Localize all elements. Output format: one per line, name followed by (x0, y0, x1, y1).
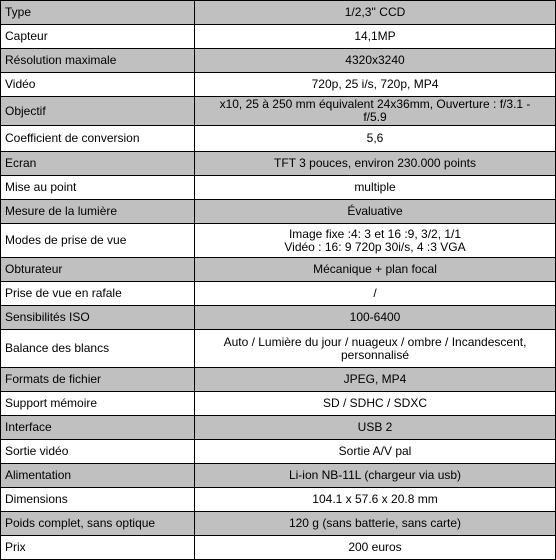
spec-label: Capteur (1, 25, 195, 49)
spec-value: 100-6400 (195, 306, 556, 330)
spec-label: Formats de fichier (1, 368, 195, 392)
spec-value (195, 330, 556, 368)
spec-label: Mise au point (1, 176, 195, 200)
spec-value: multiple (195, 176, 556, 200)
spec-value: Li-ion NB-11L (chargeur via usb) (195, 464, 556, 488)
spec-value: 4320x3240 (195, 49, 556, 73)
spec-value: 1/2,3'' CCD (195, 1, 556, 25)
spec-row-interface (1, 416, 556, 440)
spec-value (195, 224, 556, 258)
spec-label: Sortie vidéo (1, 440, 195, 464)
spec-value: 14,1MP (195, 25, 556, 49)
spec-label: Sensibilités ISO (1, 306, 195, 330)
spec-value: 104.1 x 57.6 x 20.8 mm (195, 488, 556, 512)
spec-label: Coefficient de conversion (1, 126, 195, 152)
spec-label: Poids complet, sans optique (1, 512, 195, 536)
spec-label: Support mémoire (1, 392, 195, 416)
spec-value-line: Auto / Lumière du jour / nuageux / ombre / Incandescent, (223, 334, 527, 349)
spec-label: Résolution maximale (1, 49, 195, 73)
spec-row-video (1, 73, 556, 97)
spec-row-balance-blancs (1, 330, 556, 368)
spec-value-line: x10, 25 à 250 mm équivalent 24x36mm, Ouverture : f/3.1 - (219, 97, 531, 111)
spec-label: Obturateur (1, 258, 195, 282)
spec-label: Prise de vue en rafale (1, 282, 195, 306)
spec-value: TFT 3 pouces, environ 230.000 points (195, 152, 556, 176)
spec-value: Sortie A/V pal (195, 440, 556, 464)
spec-value: / (195, 282, 556, 306)
spec-row-coefficient (1, 126, 556, 152)
spec-value: SD / SDHC / SDXC (195, 392, 556, 416)
spec-row-capteur (1, 25, 556, 49)
spec-value: Mécanique + plan focal (195, 258, 556, 282)
spec-row-ecran (1, 152, 556, 176)
spec-value: JPEG, MP4 (195, 368, 556, 392)
spec-value: 200 euros (195, 536, 556, 560)
spec-value: 720p, 25 i/s, 720p, MP4 (195, 73, 556, 97)
spec-value-line: personnalisé (340, 347, 410, 362)
spec-label: Dimensions (1, 488, 195, 512)
spec-row-resolution (1, 49, 556, 73)
spec-row-iso (1, 306, 556, 330)
spec-value (195, 97, 556, 126)
spec-label: Alimentation (1, 464, 195, 488)
spec-row-dimensions (1, 488, 556, 512)
spec-label: Ecran (1, 152, 195, 176)
spec-row-objectif (1, 97, 556, 126)
spec-row-sortie-video (1, 440, 556, 464)
spec-label: Type (1, 1, 195, 25)
spec-label: Prix (1, 536, 195, 560)
spec-value-line: f/5.9 (363, 110, 387, 124)
spec-label: Balance des blancs (1, 330, 195, 368)
spec-value: USB 2 (195, 416, 556, 440)
spec-label: Vidéo (1, 73, 195, 97)
spec-value-line: Image fixe :4: 3 et 16 :9, 3/2, 1/1 (288, 226, 462, 241)
spec-row-modes-prise-de-vue (1, 224, 556, 258)
spec-row-formats-fichier (1, 368, 556, 392)
spec-label: Interface (1, 416, 195, 440)
spec-row-type (1, 1, 556, 25)
spec-row-mise-au-point (1, 176, 556, 200)
spec-row-mesure-lumiere (1, 200, 556, 224)
spec-value: 120 g (sans batterie, sans carte) (195, 512, 556, 536)
spec-label: Mesure de la lumière (1, 200, 195, 224)
spec-row-rafale (1, 282, 556, 306)
spec-value-line: Vidéo : 16: 9 720p 30i/s, 4 :3 VGA (284, 239, 466, 254)
spec-label: Objectif (1, 97, 195, 126)
spec-label: Modes de prise de vue (1, 224, 195, 258)
spec-row-obturateur (1, 258, 556, 282)
spec-row-poids (1, 512, 556, 536)
spec-value: 5,6 (195, 126, 556, 152)
spec-row-support-memoire (1, 392, 556, 416)
spec-value: Évaluative (195, 200, 556, 224)
spec-row-alimentation (1, 464, 556, 488)
